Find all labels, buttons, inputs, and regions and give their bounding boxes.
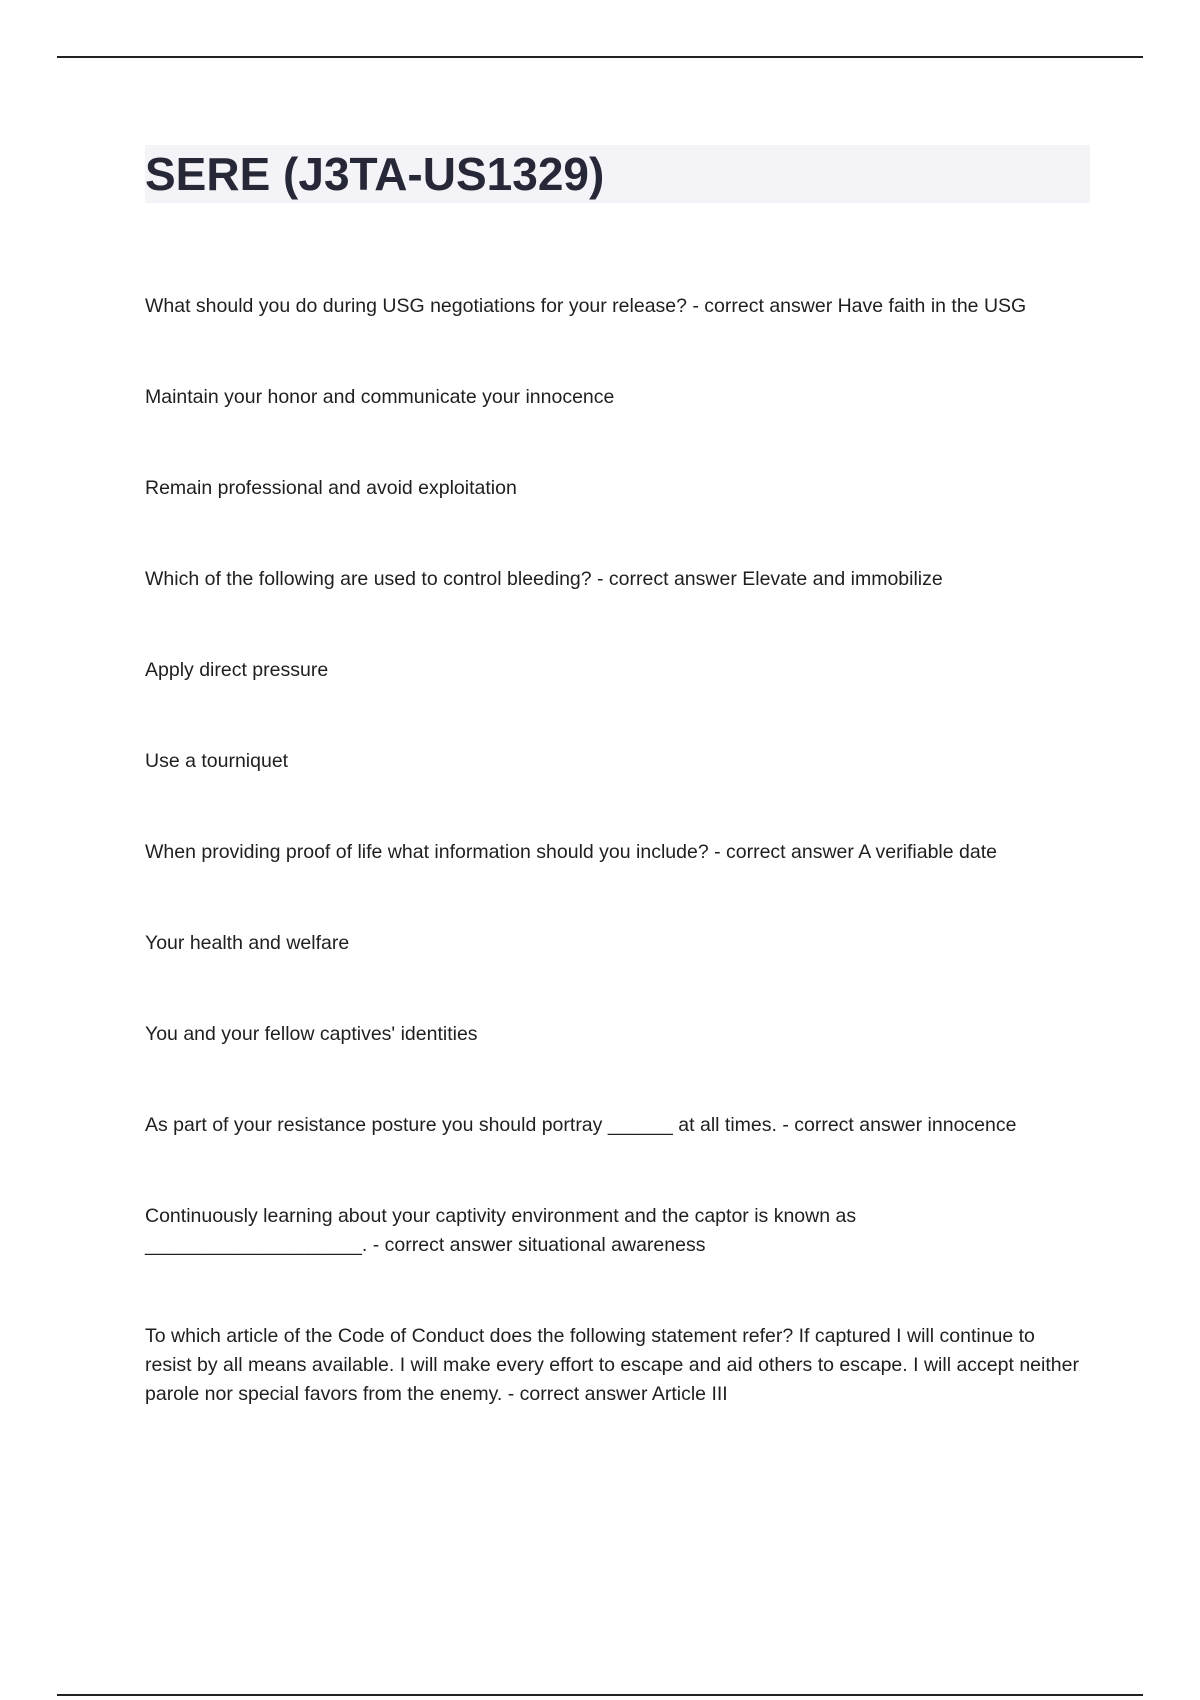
qa-paragraph: Continuously learning about your captivity environment and the captor is known as ____________________. - correct answer situational awareness [145, 1205, 857, 1256]
qa-paragraph: You and your fellow captives' identities [145, 1023, 478, 1045]
qa-paragraph: To which article of the Code of Conduct does the following statement refer? If captured I will continue to resist by all means available. I will make every effort to escape and aid others to escape. I will accept neither parole nor special favors from the enemy. - correct answer Article III [145, 1325, 1079, 1405]
qa-paragraph: What should you do during USG negotiations for your release? - correct answer Have faith in the USG [145, 295, 1027, 317]
qa-paragraph: As part of your resistance posture you should portray ______ at all times. - correct answer innocence [145, 1114, 1017, 1136]
qa-paragraph: Which of the following are used to control bleeding? - correct answer Elevate and immobilize [145, 568, 943, 590]
qa-paragraph: Remain professional and avoid exploitation [145, 477, 517, 499]
top-rule [57, 56, 1143, 58]
qa-paragraph: Maintain your honor and communicate your innocence [145, 386, 615, 408]
qa-paragraph: Apply direct pressure [145, 659, 329, 681]
qa-paragraph: When providing proof of life what information should you include? - correct answer A verifiable date [145, 841, 997, 863]
bottom-rule [57, 1694, 1143, 1696]
qa-paragraph: Your health and welfare [145, 932, 350, 954]
qa-paragraph: Use a tourniquet [145, 750, 289, 772]
document-title: SERE (J3TA-US1329) [145, 148, 605, 200]
